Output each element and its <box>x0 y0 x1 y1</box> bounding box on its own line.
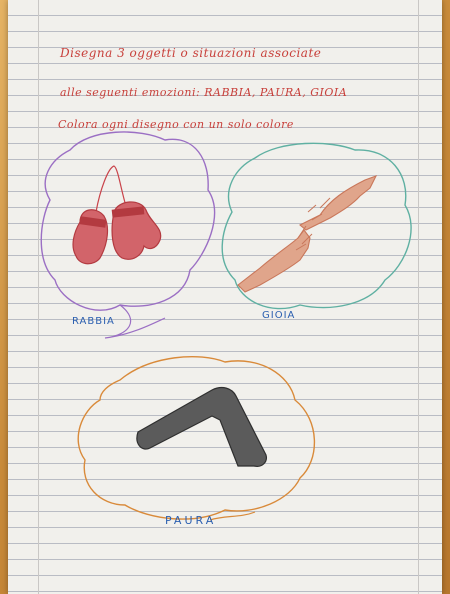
right-mitten <box>112 202 161 259</box>
left-mitten <box>73 210 107 264</box>
upper-hand <box>300 176 376 230</box>
gray-boomerang <box>137 388 266 467</box>
rabbia-label: RABBIA <box>72 316 115 327</box>
instruction-line-3: Colora ogni disegno con un solo colore <box>58 118 294 131</box>
paura-cloud-outline <box>78 357 314 519</box>
instruction-line-1: Disegna 3 oggetti o situazioni associate <box>60 46 322 60</box>
instruction-line-2: alle seguenti emozioni: RABBIA, PAURA, GIOIA <box>60 86 348 99</box>
gioia-label: GIOIA <box>262 310 296 321</box>
lower-hand <box>238 230 310 292</box>
paura-label: PAURA <box>165 514 217 527</box>
